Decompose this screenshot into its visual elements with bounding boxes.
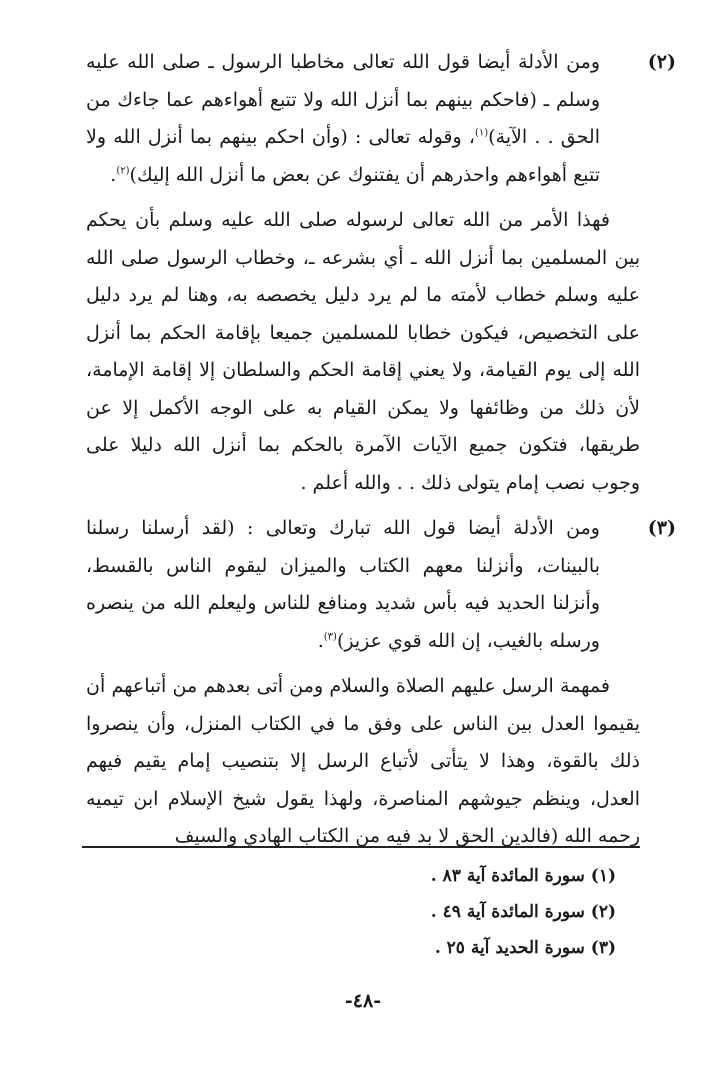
footnotes [86, 858, 616, 966]
page-body [86, 44, 676, 856]
footnote-1: (١) سورة المائدة آية ٨٣ . [430, 866, 616, 886]
item-tail: . [110, 163, 117, 186]
item-number: (٣) [647, 517, 676, 539]
item-text-continued: ، وقوله تعالى : (وأن احكم بينهم بما أنزل الله ولا تتبع أهواءهم واحذرهم أن يفتنوك عن بعض ما أنزل الله إليك) [86, 126, 600, 186]
item-tail: . [317, 629, 324, 652]
paragraph-commentary-1: فهذا الأمر من الله تعالى لرسوله صلى الله عليه وسلم بأن يحكم بين المسلمين بما أنزل الله ـ أي بشرعه ـ، وخطاب الرسول صلى الله عليه وسلم خطاب لأمته ما لم يرد دليل يخصصه به، وهنا لم يرد دليل على التخصيص، فيكون خطابا للمسلمين جميعا بإقامة الحكم بما أنزل الله إلى يوم القيامة، ولا يعني إقامة الحكم والسلطان إلا إقامة الإمامة، لأن ذلك من وظائفها ولا يمكن القيام به على الوجه الأكمل إلا عن طريقها، فتكون جميع الآيات الآمرة بالحكم بما أنزل الله دليلا على وجوب نصب إمام يتولى ذلك . . والله أعلم . [86, 209, 640, 494]
footnote-ref-2[interactable]: (٢) [116, 165, 130, 177]
page-number: -٤٨- [344, 990, 382, 1012]
footnote-divider [82, 846, 640, 848]
numbered-item-2 [86, 44, 676, 194]
footnote-2: (٢) سورة المائدة آية ٤٩ . [430, 902, 616, 922]
paragraph-commentary-2: فمهمة الرسل عليهم الصلاة والسلام ومن أتى بعدهم من أتباعهم أن يقيموا العدل بين الناس على وفق ما في الكتاب المنزل، وأن ينصروا ذلك بالقوة، وهذا لا يتأتى لأتباع الرسل إلا بتنصيب إمام يقيم فيهم العدل، وينظم جيوشهم المناصرة، ولهذا يقول شيخ الإسلام ابن تيميه رحمه الله (فالدين الحق لا بد فيه من الكتاب الهادي والسيف [86, 675, 640, 847]
item-text: ومن الأدلة أيضا قول الله تبارك وتعالى : (لقد أرسلنا رسلنا بالبينات، وأنزلنا معهم الكتاب والميزان ليقوم الناس بالقسط، وأنزلنا الحديد فيه بأس شديد ومنافع للناس وليعلم الله من ينصره ورسله بالغيب، إن الله قوي عزيز) [86, 517, 600, 652]
footnote-ref-1[interactable]: (١) [474, 127, 489, 139]
numbered-item-3 [86, 510, 676, 660]
footnote-ref-3[interactable]: (٣) [323, 631, 337, 643]
item-text: ومن الأدلة أيضا قول الله تعالى مخاطبا الرسول ـ صلى الله عليه وسلم ـ (فاحكم بينهم بما أنزل الله ولا تتبع أهواءهم عما جاءك من الحق . . الآية) [86, 51, 600, 148]
footnote-3: (٣) سورة الحديد آية ٢٥ . [434, 938, 616, 958]
item-number: (٢) [647, 51, 676, 73]
